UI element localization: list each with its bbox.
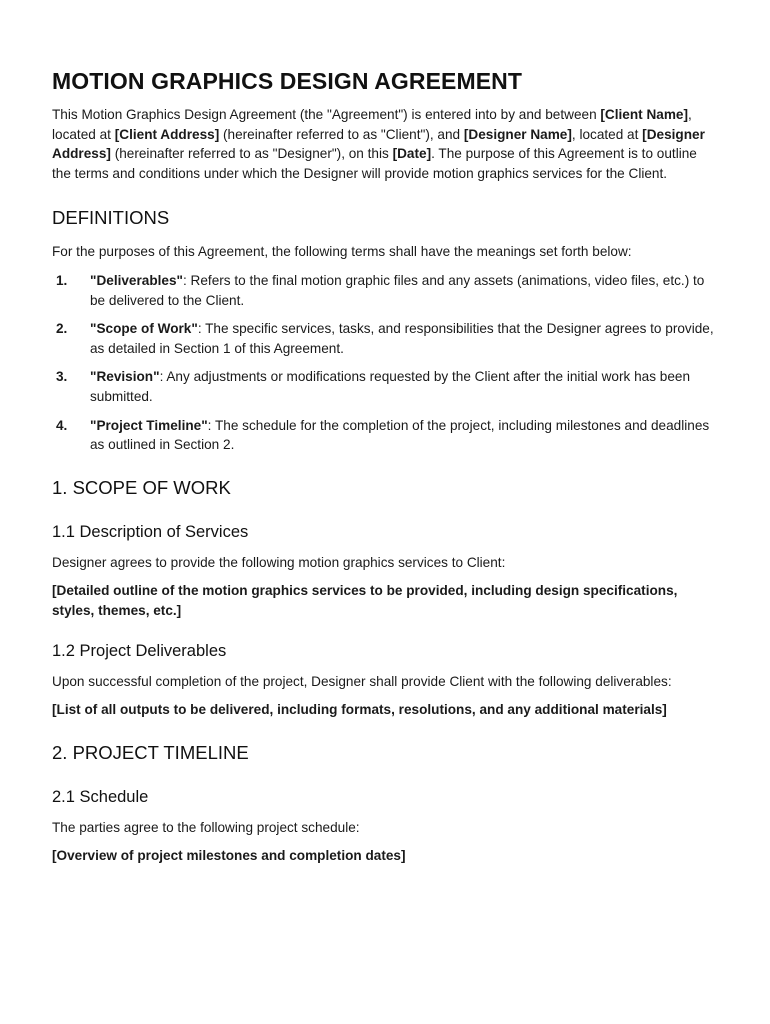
client-address-placeholder: [Client Address] [114,126,220,142]
services-placeholder: [Detailed outline of the motion graphics services to be provided, including design specifications, styles, themes, etc.] [52,583,678,618]
definition-item: 2. "Scope of Work": The specific services, tasks, and responsibilities that the Designer agrees to provide, as detailed in Section 1 of this Agreement. [56,321,714,356]
services-subheading: 1.1 Description of Services [52,522,249,541]
deliverables-text: Upon successful completion of the project, Designer shall provide Client with the following deliverables: [52,673,672,689]
definition-item: 3. "Revision": Any adjustments or modifications requested by the Client after the initial work has been submitted. [56,369,691,404]
deliverables-placeholder: [List of all outputs to be delivered, including formats, resolutions, and any additional materials] [52,702,667,718]
client-name-placeholder: [Client Name] [600,107,689,122]
date-placeholder: [Date] [392,146,432,162]
document-title: MOTION GRAPHICS DESIGN AGREEMENT [52,68,523,94]
schedule-placeholder: [Overview of project milestones and completion dates] [52,848,406,864]
definitions-list [52,271,718,455]
definition-item: 4. "Project Timeline": The schedule for the completion of the project, including milestones and deadlines as outlined in Section 2. [56,417,710,453]
timeline-heading: 2. PROJECT TIMELINE [52,741,249,763]
designer-name-placeholder: [Designer Name] [463,126,572,142]
intro-paragraph: This Motion Graphics Design Agreement (the "Agreement") is entered into by and between [Client Name], located at [Client Address] (hereinafter referred to as "Client"), and [Designer Name], located at [Designer Address] (hereinafter referred to as "Designer"), on this [Date]. The purpose of this Agreement is to outline the terms and conditions under which the Designer will provide motion graphics services for the Client. [52,107,705,181]
schedule-subheading: 2.1 Schedule [52,787,149,806]
definitions-heading: DEFINITIONS [52,207,170,229]
services-text: Designer agrees to provide the following motion graphics services to Client: [52,554,506,570]
scope-heading: 1. SCOPE OF WORK [52,476,231,498]
deliverables-subheading: 1.2 Project Deliverables [52,641,227,660]
schedule-text: The parties agree to the following project schedule: [52,819,360,835]
definitions-lead: For the purposes of this Agreement, the following terms shall have the meanings set forth below: [52,244,632,260]
designer-address-placeholder: [Designer Address] [52,126,705,162]
definition-item: 1. "Deliverables": Refers to the final motion graphic files and any assets (animations, video files, etc.) to be delivered to the Client. [56,272,705,308]
